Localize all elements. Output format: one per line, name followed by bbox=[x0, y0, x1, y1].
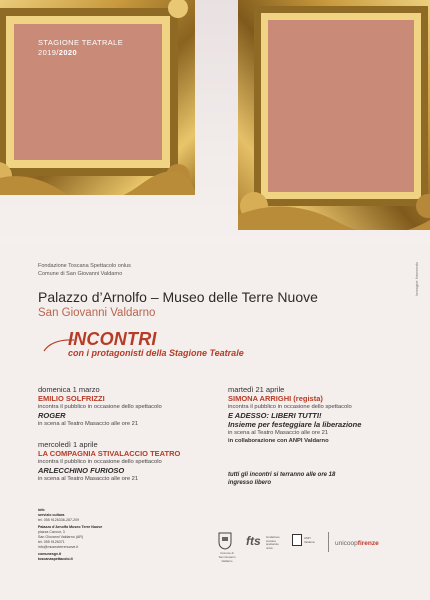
info-city: San Giovanni Valdarno (AR) bbox=[38, 535, 84, 539]
organizer-line-2: Comune di San Giovanni Valdarno bbox=[38, 271, 123, 277]
gilded-frame-left bbox=[0, 0, 195, 195]
info-heading: info bbox=[38, 508, 45, 512]
gilded-frame-right bbox=[238, 0, 430, 230]
season-title: STAGIONE TEATRALE bbox=[38, 38, 124, 47]
season-year-b: 2020 bbox=[58, 48, 78, 57]
info-site-2[interactable]: toscanaspettacolo.it bbox=[38, 557, 73, 561]
info-address: piazza Cavour, 3 bbox=[38, 530, 65, 534]
season-label bbox=[38, 38, 123, 58]
event-venue-time: in scena al Teatro Masaccio alle ore 21 bbox=[228, 430, 329, 436]
logo-divider bbox=[328, 532, 329, 552]
venue-title: Palazzo d’Arnolfo – Museo delle Terre Nuove bbox=[38, 289, 318, 305]
incontri-subtitle: con i protagonisti della Stagione Teatrale bbox=[68, 348, 244, 358]
event-date: martedì 21 aprile bbox=[228, 385, 285, 394]
info-phone: tel. 055 9126336-287-209 bbox=[38, 518, 80, 522]
season-year bbox=[38, 48, 123, 58]
fts-label: fondazione toscana spettacolo onlus bbox=[266, 535, 280, 550]
anpi-label: ANPI Valdarno bbox=[304, 536, 315, 544]
event-stivalaccio bbox=[38, 440, 238, 483]
event-description: incontra il pubblico in occasione dello spettacolo bbox=[38, 459, 162, 465]
info-service: servizio cultura bbox=[38, 513, 65, 517]
event-show-subtitle: Insieme per festeggiare la liberazione bbox=[228, 420, 362, 429]
firenze-text: firenze bbox=[357, 540, 379, 547]
event-collaboration: in collaborazione con ANPI Valdarno bbox=[228, 438, 329, 444]
info-block bbox=[38, 508, 128, 562]
unicoop-text: unicoop bbox=[335, 540, 358, 547]
event-solfrizzi bbox=[38, 385, 218, 428]
event-arrighi bbox=[228, 385, 413, 445]
organizer-line-1: Fondazione Toscana Spettacolo onlus bbox=[38, 263, 131, 269]
event-show: ROGER bbox=[38, 411, 66, 420]
note-entry: ingresso libero bbox=[228, 480, 272, 486]
info-site-1[interactable]: comunesgv.it bbox=[38, 552, 61, 556]
info-museum: Palazzo d’Arnolfo Museo Terre Nuove bbox=[38, 525, 103, 529]
season-year-a: 2019/ bbox=[38, 48, 59, 57]
event-venue-time: in scena al Teatro Masaccio alle ore 21 bbox=[38, 476, 139, 482]
event-guest: LA COMPAGNIA STIVALACCIO TEATRO bbox=[38, 449, 181, 458]
fts-logo: fts bbox=[246, 534, 261, 548]
event-guest: SIMONA ARRIGHI (regista) bbox=[228, 394, 323, 403]
event-description: incontra il pubblico in occasione dello spettacolo bbox=[228, 404, 352, 410]
event-guest: EMILIO SOLFRIZZI bbox=[38, 394, 105, 403]
incontri-heading: INCONTRI bbox=[68, 329, 157, 349]
event-show: E ADESSO: LIBERI TUTTI! bbox=[228, 411, 322, 420]
organizers bbox=[38, 262, 131, 278]
event-description: incontra il pubblico in occasione dello spettacolo bbox=[38, 404, 162, 410]
venue-city: San Giovanni Valdarno bbox=[38, 307, 156, 319]
anpi-logo-icon bbox=[292, 534, 302, 546]
event-date: mercoledì 1 aprile bbox=[38, 440, 98, 449]
note-free-entry bbox=[228, 471, 388, 487]
side-credit: Immagine: frammento bbox=[415, 262, 419, 297]
event-date: domenica 1 marzo bbox=[38, 385, 100, 394]
info-museum-phone: tel. 055 9126371 bbox=[38, 540, 65, 544]
unicoop-logo bbox=[335, 540, 379, 547]
comune-crest-icon bbox=[218, 532, 232, 550]
info-email: info@museoterrenuove.it bbox=[38, 545, 79, 549]
partner-logos bbox=[218, 530, 408, 563]
event-show: ARLECCHINO FURIOSO bbox=[38, 466, 125, 475]
event-venue-time: in scena al Teatro Masaccio alle ore 21 bbox=[38, 421, 139, 427]
comune-label: Comune di San Giovanni Valdarno bbox=[218, 551, 236, 563]
note-time: tutti gli incontri si terranno alle ore 18 bbox=[228, 472, 336, 478]
hero-image bbox=[0, 0, 430, 245]
